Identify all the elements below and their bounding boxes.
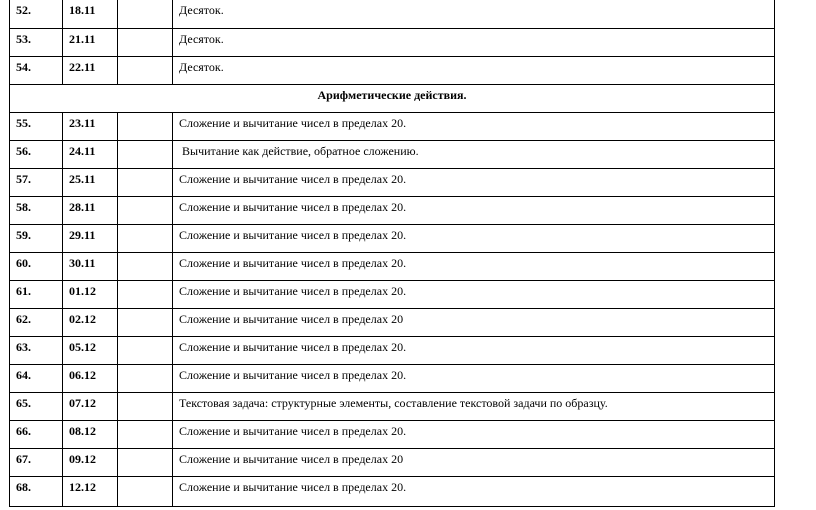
table-row bbox=[10, 309, 775, 337]
lesson-number: 67. bbox=[10, 449, 63, 477]
table-row bbox=[10, 225, 775, 253]
lesson-number: 55. bbox=[10, 113, 63, 141]
table-row bbox=[10, 477, 775, 507]
table-row bbox=[10, 281, 775, 309]
table-row bbox=[10, 57, 775, 85]
lesson-number: 57. bbox=[10, 169, 63, 197]
table-row bbox=[10, 365, 775, 393]
empty-cell bbox=[118, 477, 173, 507]
lesson-number: 60. bbox=[10, 253, 63, 281]
lesson-topic: Сложение и вычитание чисел в пределах 20. bbox=[173, 253, 775, 281]
lesson-date: 18.11 bbox=[63, 0, 118, 29]
lesson-number: 53. bbox=[10, 29, 63, 57]
empty-cell bbox=[118, 421, 173, 449]
lesson-date: 05.12 bbox=[63, 337, 118, 365]
lesson-date: 30.11 bbox=[63, 253, 118, 281]
lesson-date: 02.12 bbox=[63, 309, 118, 337]
lesson-topic: Сложение и вычитание чисел в пределах 20. bbox=[173, 113, 775, 141]
lesson-number: 65. bbox=[10, 393, 63, 421]
empty-cell bbox=[118, 225, 173, 253]
section-header-row bbox=[10, 85, 775, 113]
empty-cell bbox=[118, 197, 173, 225]
lesson-date: 29.11 bbox=[63, 225, 118, 253]
empty-cell bbox=[118, 57, 173, 85]
empty-cell bbox=[118, 337, 173, 365]
table-row bbox=[10, 141, 775, 169]
lesson-topic: Вычитание как действие, обратное сложению. bbox=[173, 141, 775, 169]
lesson-plan-table bbox=[9, 0, 775, 507]
lesson-number: 58. bbox=[10, 197, 63, 225]
lesson-topic: Десяток. bbox=[173, 0, 775, 29]
lesson-topic: Десяток. bbox=[173, 29, 775, 57]
lesson-date: 24.11 bbox=[63, 141, 118, 169]
table-row bbox=[10, 253, 775, 281]
empty-cell bbox=[118, 309, 173, 337]
lesson-topic: Сложение и вычитание чисел в пределах 20. bbox=[173, 197, 775, 225]
table-row bbox=[10, 449, 775, 477]
lesson-topic: Сложение и вычитание чисел в пределах 20 bbox=[173, 449, 775, 477]
lesson-number: 59. bbox=[10, 225, 63, 253]
lesson-topic: Сложение и вычитание чисел в пределах 20. bbox=[173, 169, 775, 197]
empty-cell bbox=[118, 141, 173, 169]
lesson-date: 07.12 bbox=[63, 393, 118, 421]
lesson-topic: Сложение и вычитание чисел в пределах 20. bbox=[173, 281, 775, 309]
empty-cell bbox=[118, 113, 173, 141]
lesson-number: 61. bbox=[10, 281, 63, 309]
lesson-number: 56. bbox=[10, 141, 63, 169]
lesson-date: 22.11 bbox=[63, 57, 118, 85]
lesson-date: 21.11 bbox=[63, 29, 118, 57]
lesson-topic: Сложение и вычитание чисел в пределах 20. bbox=[173, 365, 775, 393]
lesson-number: 64. bbox=[10, 365, 63, 393]
lesson-topic: Сложение и вычитание чисел в пределах 20 bbox=[173, 309, 775, 337]
lesson-date: 09.12 bbox=[63, 449, 118, 477]
lesson-date: 28.11 bbox=[63, 197, 118, 225]
lesson-date: 23.11 bbox=[63, 113, 118, 141]
empty-cell bbox=[118, 253, 173, 281]
empty-cell bbox=[118, 449, 173, 477]
empty-cell bbox=[118, 365, 173, 393]
lesson-topic: Сложение и вычитание чисел в пределах 20. bbox=[173, 477, 775, 507]
table-row bbox=[10, 421, 775, 449]
empty-cell bbox=[118, 393, 173, 421]
lesson-number: 54. bbox=[10, 57, 63, 85]
lesson-date: 06.12 bbox=[63, 365, 118, 393]
empty-cell bbox=[118, 0, 173, 29]
empty-cell bbox=[118, 281, 173, 309]
lesson-date: 25.11 bbox=[63, 169, 118, 197]
section-title: Арифметические действия. bbox=[10, 85, 775, 113]
empty-cell bbox=[118, 169, 173, 197]
table-row bbox=[10, 0, 775, 29]
lesson-topic: Текстовая задача: структурные элементы, составление текстовой задачи по образцу. bbox=[173, 393, 775, 421]
table-row bbox=[10, 113, 775, 141]
table-row bbox=[10, 169, 775, 197]
lesson-topic: Сложение и вычитание чисел в пределах 20. bbox=[173, 225, 775, 253]
lesson-date: 08.12 bbox=[63, 421, 118, 449]
lesson-number: 62. bbox=[10, 309, 63, 337]
table-row bbox=[10, 337, 775, 365]
empty-cell bbox=[118, 29, 173, 57]
table-row bbox=[10, 29, 775, 57]
lesson-topic: Десяток. bbox=[173, 57, 775, 85]
lesson-number: 68. bbox=[10, 477, 63, 507]
lesson-number: 63. bbox=[10, 337, 63, 365]
lesson-number: 66. bbox=[10, 421, 63, 449]
table-row bbox=[10, 393, 775, 421]
lesson-date: 12.12 bbox=[63, 477, 118, 507]
lesson-topic: Сложение и вычитание чисел в пределах 20. bbox=[173, 421, 775, 449]
table-row bbox=[10, 197, 775, 225]
lesson-date: 01.12 bbox=[63, 281, 118, 309]
lesson-number: 52. bbox=[10, 0, 63, 29]
lesson-topic: Сложение и вычитание чисел в пределах 20. bbox=[173, 337, 775, 365]
